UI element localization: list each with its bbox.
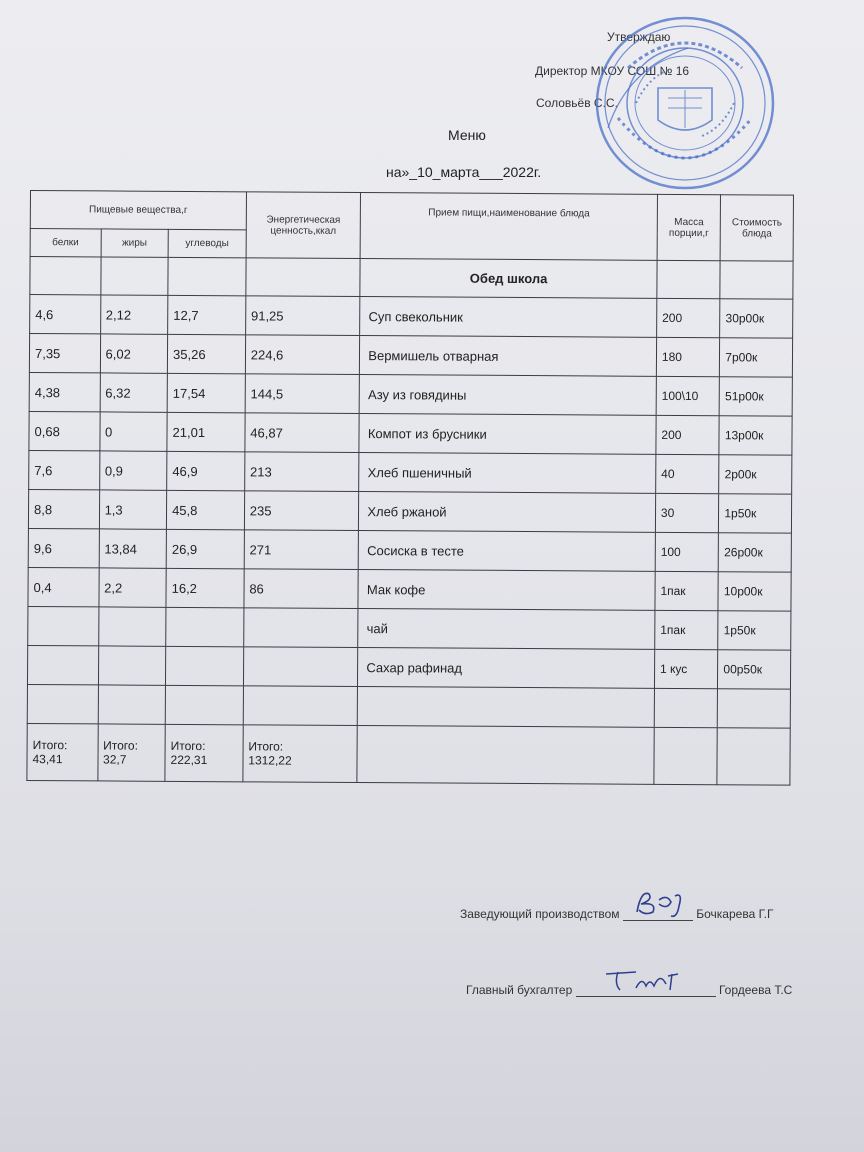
- page-title: Меню: [448, 127, 486, 143]
- section-title: Обед школа: [360, 259, 657, 299]
- cell-energy: [243, 608, 358, 648]
- header-price: Стоимость блюда: [720, 195, 793, 261]
- empty-cell: [27, 684, 98, 723]
- header-dish: Прием пищи,наименование блюда: [360, 193, 657, 261]
- menu-row: [27, 645, 790, 689]
- header-energy: Энергетическая ценность,ккал: [246, 192, 361, 259]
- empty-cell: [30, 257, 101, 295]
- cell-mass: 1 кус: [654, 649, 718, 688]
- cell-protein: 4,38: [29, 372, 100, 411]
- cell-mass: 200: [657, 298, 721, 337]
- empty-cell: [168, 257, 246, 295]
- signature-line: [623, 906, 693, 921]
- cell-protein: 0,4: [28, 567, 99, 606]
- cell-dish: Азу из говядины: [359, 375, 656, 416]
- cell-carbs: [166, 607, 244, 646]
- cell-protein: 4,6: [30, 295, 101, 334]
- cell-fat: 0: [99, 412, 167, 451]
- cell-mass: 200: [656, 415, 720, 454]
- signature-line: [576, 982, 716, 997]
- empty-cell: [720, 261, 793, 299]
- cell-carbs: 46,9: [167, 451, 245, 490]
- cell-mass: 30: [655, 493, 719, 532]
- cell-protein: 9,6: [28, 528, 99, 567]
- cell-carbs: 21,01: [167, 412, 245, 451]
- total-carbs: Итого: 222,31: [165, 724, 243, 781]
- empty-cell: [165, 685, 243, 724]
- empty-cell: [357, 726, 654, 785]
- cell-energy: 235: [244, 491, 359, 531]
- empty-cell: [657, 260, 721, 298]
- menu-row: [29, 450, 792, 494]
- header-mass: Масса порции,г: [657, 194, 721, 260]
- cell-fat: 2,2: [99, 568, 167, 607]
- cell-price: 1р50к: [719, 494, 792, 533]
- cell-price: 7р00к: [720, 338, 793, 377]
- menu-row: [30, 295, 793, 339]
- header-protein: белки: [30, 229, 101, 257]
- cell-carbs: 16,2: [166, 568, 244, 607]
- handwritten-signature: [631, 886, 691, 920]
- production-name: Бочкарева Г.Г: [696, 907, 774, 921]
- cell-mass: 180: [656, 337, 720, 376]
- cell-energy: 91,25: [245, 296, 360, 336]
- empty-cell: [243, 686, 358, 726]
- empty-cell: [717, 728, 790, 785]
- cell-mass: 40: [656, 454, 720, 493]
- cell-dish: чай: [358, 609, 655, 650]
- cell-dish: Мак кофе: [358, 570, 655, 611]
- cell-mass: 1пак: [655, 610, 719, 649]
- signature-accountant: [466, 982, 792, 997]
- menu-row: [28, 489, 791, 533]
- cell-fat: 2,12: [100, 295, 168, 334]
- cell-protein: [28, 606, 99, 645]
- cell-carbs: [166, 646, 244, 685]
- accountant-name: Гордеева Т.С: [718, 983, 793, 997]
- cell-fat: [98, 646, 166, 685]
- cell-energy: 144,5: [245, 374, 360, 414]
- empty-cell: [654, 688, 718, 727]
- handwritten-signature: [596, 966, 696, 996]
- header-carbs: углеводы: [168, 229, 246, 257]
- cell-price: 1р50к: [718, 611, 791, 650]
- cell-energy: 46,87: [245, 413, 360, 453]
- menu-row: [28, 567, 791, 611]
- cell-dish: Сахар рафинад: [358, 648, 655, 689]
- cell-fat: 13,84: [99, 529, 167, 568]
- cell-price: 2р00к: [719, 455, 792, 494]
- cell-mass: 100: [655, 532, 719, 571]
- menu-table: [26, 190, 794, 786]
- signature-production: [460, 906, 773, 921]
- cell-energy: 224,6: [245, 335, 360, 375]
- cell-dish: Хлеб ржаной: [359, 492, 656, 533]
- cell-protein: 0,68: [29, 411, 100, 450]
- cell-dish: Хлеб пшеничный: [359, 453, 656, 494]
- accountant-label: Главный бухгалтер: [466, 983, 573, 997]
- cell-energy: 213: [244, 452, 359, 492]
- cell-fat: 6,02: [100, 334, 168, 373]
- total-energy: Итого: 1312,22: [243, 725, 358, 783]
- cell-energy: 86: [244, 569, 359, 609]
- cell-protein: 7,6: [29, 450, 100, 489]
- cell-mass: 100\10: [656, 376, 720, 415]
- cell-dish: Суп свекольник: [360, 297, 657, 338]
- cell-energy: [243, 647, 358, 687]
- cell-fat: 0,9: [99, 451, 167, 490]
- cell-carbs: 35,26: [167, 334, 245, 373]
- empty-cell: [358, 687, 655, 728]
- total-fat: Итого: 32,7: [97, 724, 165, 781]
- total-protein: Итого: 43,41: [27, 723, 98, 780]
- cell-fat: [98, 607, 166, 646]
- cell-fat: 6,32: [100, 373, 168, 412]
- cell-carbs: 45,8: [166, 490, 244, 529]
- header-fat: жиры: [101, 229, 169, 257]
- production-label: Заведующий производством: [460, 907, 620, 921]
- empty-cell: [100, 257, 168, 295]
- cell-dish: Вермишель отварная: [360, 336, 657, 377]
- cell-price: 51р00к: [719, 377, 792, 416]
- cell-price: 00р50к: [718, 650, 791, 689]
- cell-carbs: 12,7: [168, 295, 246, 334]
- menu-row: [29, 334, 792, 378]
- cell-fat: 1,3: [99, 490, 167, 529]
- director-line: Директор МКОУ СОШ № 16: [535, 64, 690, 78]
- menu-row: [29, 372, 792, 416]
- cell-price: 26р00к: [719, 533, 792, 572]
- director-name: Соловьёв С.С.: [536, 96, 618, 110]
- empty-cell: [246, 258, 361, 297]
- cell-dish: Компот из брусники: [359, 414, 656, 455]
- cell-dish: Сосиска в тесте: [359, 531, 656, 572]
- header-nutrients: Пищевые вещества,г: [30, 191, 246, 230]
- menu-date: на»_10_марта___2022г.: [386, 164, 542, 180]
- cell-energy: 271: [244, 530, 359, 570]
- approve-label: Утверждаю: [607, 30, 671, 44]
- empty-cell: [718, 689, 791, 728]
- cell-price: 13р00к: [719, 416, 792, 455]
- cell-carbs: 26,9: [166, 529, 244, 568]
- cell-carbs: 17,54: [167, 373, 245, 412]
- official-stamp: [588, 8, 778, 198]
- menu-row: [28, 528, 791, 572]
- menu-row: [29, 411, 792, 455]
- empty-cell: [654, 727, 718, 784]
- cell-mass: 1пак: [655, 571, 719, 610]
- cell-price: 10р00к: [718, 572, 791, 611]
- cell-protein: 7,35: [29, 334, 100, 373]
- cell-price: 30р00к: [720, 299, 793, 338]
- menu-row: [28, 606, 791, 650]
- cell-protein: 8,8: [28, 489, 99, 528]
- empty-cell: [98, 685, 166, 724]
- cell-protein: [27, 645, 98, 684]
